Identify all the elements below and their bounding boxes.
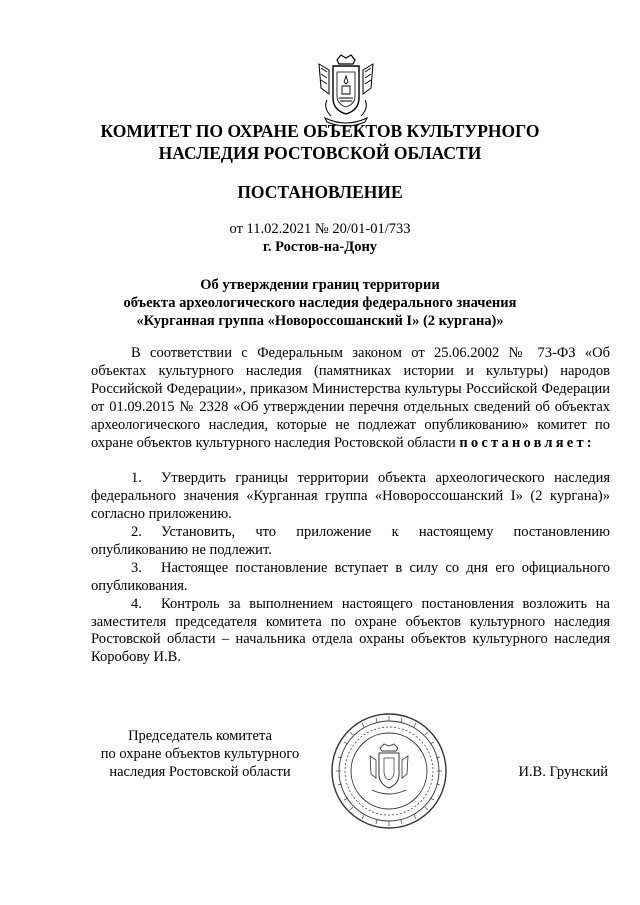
resolution-item: [91, 524, 610, 560]
position-line-3: наследия Ростовской области: [109, 764, 291, 780]
item-text: Контроль за выполнением настоящего постановления возложить на заместителя председателя комитета по охране объектов культурного наследия Ростовской области – начальника отдела охраны объектов культурного наследия Коробову И.В.: [91, 595, 610, 666]
official-seal-icon: [330, 712, 448, 830]
resolution-items: [91, 470, 610, 667]
signer-name: И.В. Грунский: [518, 764, 608, 780]
date-number: от 11.02.2021 № 20/01-01/733: [229, 221, 411, 237]
document-title: [40, 276, 600, 330]
preamble-paragraph: [91, 345, 610, 452]
item-number: 1.: [131, 470, 142, 487]
document-type: ПОСТАНОВЛЕНИЕ: [237, 182, 403, 202]
item-text: Установить, что приложение к настоящему постановлению опубликованию не подлежит.: [91, 524, 610, 558]
item-number: 3.: [131, 559, 142, 576]
title-line-1: Об утверждении границ территории: [200, 277, 440, 293]
item-number: 4.: [131, 595, 142, 612]
resolution-item: [91, 560, 610, 596]
org-line-1: КОМИТЕТ ПО ОХРАНЕ ОБЪЕКТОВ КУЛЬТУРНОГО: [100, 121, 540, 141]
city: г. Ростов-на-Дону: [262, 239, 378, 255]
title-line-2: объекта археологического наследия федерального значения: [123, 295, 517, 311]
item-number: 2.: [131, 524, 142, 541]
item-text: Настоящее постановление вступает в силу со дня его официального опубликования.: [91, 559, 610, 594]
resolution-item: [91, 470, 610, 524]
title-line-3: «Курганная группа «Новороссошанский I» (2 кургана)»: [136, 313, 504, 329]
org-line-2: НАСЛЕДИЯ РОСТОВСКОЙ ОБЛАСТИ: [158, 143, 482, 163]
coat-of-arms-icon: [315, 54, 377, 128]
preamble-text: В соответствии с Федеральным законом от 25.06.2002 № 73-ФЗ «Об объектах культурного наследия (памятниках истории и культуры) народов Российской Федерации», приказом Министерства культуры Российской Федерации от 01.09.2015 № 2328 «Об утверждении перечня отдельных сведений об объектах археологического наследия, которые не подлежат опубликованию» комитет по охране объектов культурного наследия Ростовской области: [91, 345, 610, 451]
item-text: Утвердить границы территории объекта археологического наследия федерального значения «Курганная группа «Новороссошанский I» (2 кургана)» согласно приложению.: [91, 470, 610, 523]
decides-keyword: постановляет:: [459, 434, 595, 451]
document-body: [91, 345, 610, 667]
organization-name: [40, 120, 600, 164]
position-line-2: по охране объектов культурного: [100, 746, 300, 762]
resolution-item: [91, 596, 610, 668]
position-line-1: Председатель комитета: [128, 728, 272, 744]
document-meta: [40, 220, 600, 256]
signer-position: [80, 727, 320, 781]
